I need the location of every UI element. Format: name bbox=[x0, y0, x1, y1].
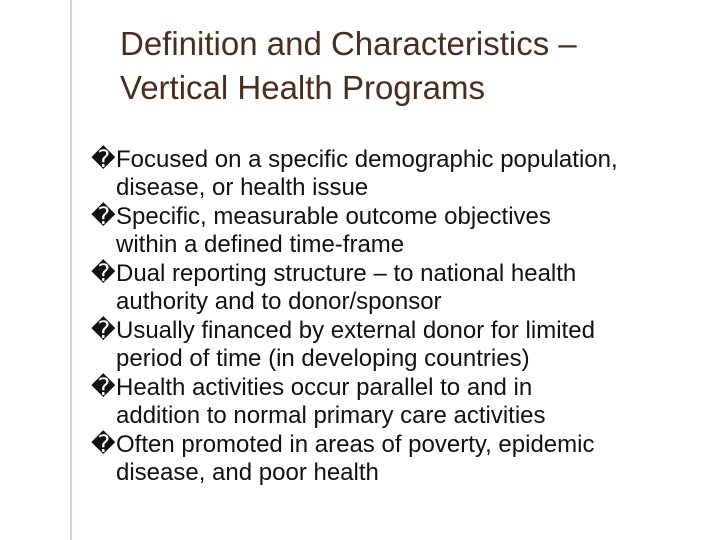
bullet-item-3 bbox=[91, 260, 703, 317]
bullet-item-5-line-2: addition to normal primary care activities bbox=[116, 402, 546, 429]
bullet-item-2 bbox=[91, 203, 703, 260]
bullet-item-3-line-2: authority and to donor/sponsor bbox=[116, 288, 442, 315]
bullet-item-5 bbox=[91, 374, 703, 431]
bullet-item-5-line-1: Health activities occur parallel to and in bbox=[116, 374, 533, 401]
slide-title-line-2: Vertical Health Programs bbox=[120, 69, 485, 106]
bullet-item-4-line-1: Usually financed by external donor for limited bbox=[116, 317, 595, 344]
bullet-item-6 bbox=[91, 431, 703, 488]
bullet-marker-icon: � bbox=[91, 317, 116, 344]
bullet-marker-icon: � bbox=[91, 203, 116, 230]
slide-title-line-1: Definition and Characteristics – bbox=[120, 25, 577, 62]
bullet-item-6-line-1: Often promoted in areas of poverty, epidemic bbox=[116, 431, 595, 458]
bullet-item-2-line-1: Specific, measurable outcome objectives bbox=[116, 203, 551, 230]
bullet-item-2-line-2: within a defined time-frame bbox=[116, 231, 405, 258]
bullet-list bbox=[91, 146, 703, 488]
bullet-item-4 bbox=[91, 317, 703, 374]
slide-title bbox=[120, 22, 700, 110]
bullet-marker-icon: � bbox=[91, 146, 116, 173]
bullet-item-3-line-1: Dual reporting structure – to national health bbox=[116, 260, 577, 287]
bullet-item-4-line-2: period of time (in developing countries) bbox=[116, 345, 530, 372]
bullet-item-1 bbox=[91, 146, 703, 203]
bullet-marker-icon: � bbox=[91, 374, 116, 401]
bullet-marker-icon: � bbox=[91, 260, 116, 287]
slide-left-rule bbox=[70, 0, 72, 540]
bullet-item-6-line-2: disease, and poor health bbox=[116, 459, 379, 486]
bullet-item-1-line-1: Focused on a specific demographic population, bbox=[116, 146, 618, 173]
bullet-marker-icon: � bbox=[91, 431, 116, 458]
bullet-item-1-line-2: disease, or health issue bbox=[116, 174, 369, 201]
